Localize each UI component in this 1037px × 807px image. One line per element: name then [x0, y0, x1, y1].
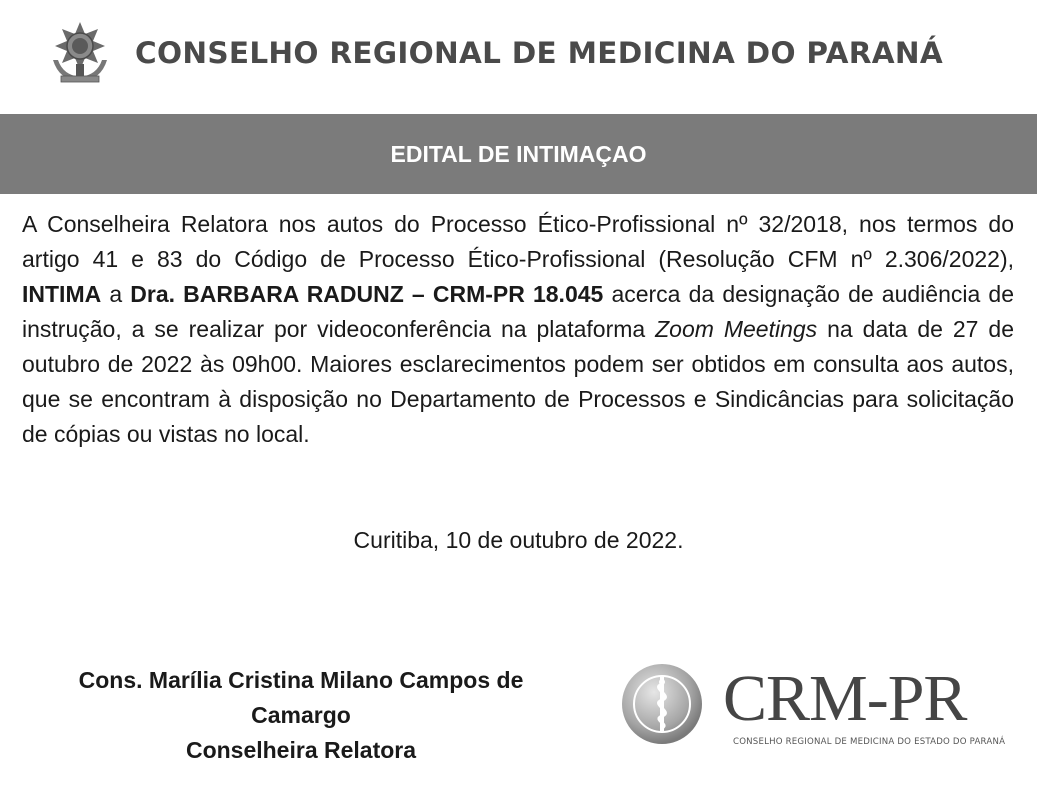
crm-pr-subtitle: CONSELHO REGIONAL DE MEDICINA DO ESTADO DO PARANÁ [733, 737, 1006, 747]
notice-recipient: Dra. BARBARA RADUNZ – CRM-PR 18.045 [130, 281, 604, 307]
notice-platform: Zoom Meetings [655, 316, 818, 342]
notice-text-part-3: acerca da designação de audiência de instrução, a se realizar por videoconferência na plataforma [22, 281, 1014, 342]
notice-body [22, 207, 1014, 452]
notice-intima-keyword: INTIMA [22, 281, 102, 307]
notice-text-part-2: a [101, 281, 131, 307]
document-header [0, 0, 1037, 114]
crm-pr-logo [620, 662, 1010, 754]
notice-title: EDITAL DE INTIMAÇAO [390, 140, 647, 167]
brazil-coat-of-arms-icon [47, 20, 113, 86]
dateline: Curitiba, 10 de outubro de 2022. [353, 527, 684, 553]
signature-block [40, 663, 562, 768]
signatory-role: Conselheira Relatora [185, 737, 417, 763]
crm-pr-wordmark: CRM-PR [723, 662, 967, 735]
notice-text-part-1: A Conselheira Relatora nos autos do Processo Ético-Profissional nº 32/2018, nos termos do artigo 41 e 83 do Código de Processo Ético-Profissional (Resolução CFM nº 2.306/2022), [22, 211, 1014, 272]
notice-text-part-4: na data de 27 de outubro de 2022 às 09h00. Maiores esclarecimentos podem ser obtidos em consulta aos autos, que se encontram à disposição no Departamento de Processos e Sindicâncias para solicitação de cópias ou vistas no local. [22, 316, 1014, 447]
caduceus-icon [620, 662, 704, 746]
signatory-name: Cons. Marília Cristina Milano Campos de Camargo [78, 667, 524, 728]
organization-title: CONSELHO REGIONAL DE MEDICINA DO PARANÁ [135, 36, 944, 70]
notice-title-banner [0, 114, 1037, 194]
